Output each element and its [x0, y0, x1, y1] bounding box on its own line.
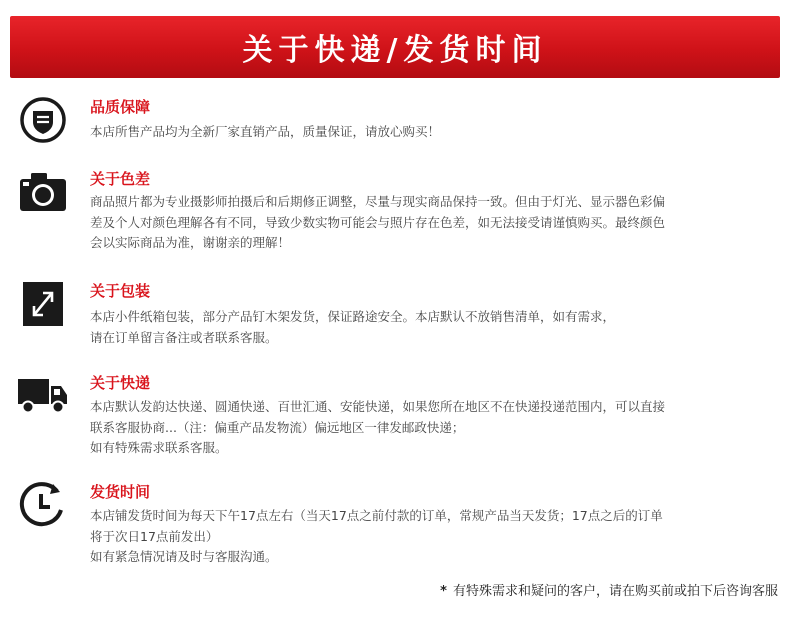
- shield-icon: [17, 96, 69, 144]
- section-body: [90, 122, 775, 143]
- section-body: [90, 397, 775, 459]
- truck-icon: [17, 372, 69, 420]
- body-line: 联系客服协商...（注：偏重产品发物流）偏远地区一律发邮政快递；: [90, 419, 465, 435]
- section-body: [90, 506, 775, 568]
- body-line: 如有特殊需求联系客服。: [90, 440, 228, 455]
- clock-icon: [17, 481, 69, 529]
- section-title: 关于包装: [90, 282, 151, 300]
- body-line: 本店所售产品均为全新厂家直销产品，质量保证，请放心购买！: [90, 124, 441, 139]
- header-banner: [10, 16, 780, 78]
- body-line: 请在订单留言备注或者联系客服。: [90, 329, 278, 345]
- section-title: 发货时间: [90, 483, 151, 501]
- body-line: 本店铺发货时间为每天下午17点左右（当天17点之前付款的订单，常规产品当天发货；17点之后的订单: [90, 508, 663, 523]
- section-title: 关于快递: [90, 374, 151, 392]
- body-line: 本店小件纸箱包装，部分产品钉木架发货，保证路途安全。本店默认不放销售清单，如有需求，: [90, 309, 616, 324]
- section-title: 品质保障: [90, 98, 151, 116]
- section-body: [90, 307, 775, 348]
- section-body: [90, 192, 775, 254]
- section-title: 关于色差: [90, 170, 151, 188]
- page-title: 关于快递/发货时间: [242, 33, 548, 68]
- package-icon: [17, 280, 69, 328]
- body-line: 如有紧急情况请及时与客服沟通。: [90, 549, 278, 564]
- footer-note-text: 有特殊需求和疑问的客户，请在购买前或拍下后咨询客服: [452, 584, 778, 599]
- body-line: 会以实际商品为准，谢谢亲的理解！: [90, 235, 291, 250]
- footer-note: [440, 580, 778, 599]
- asterisk: *: [440, 584, 447, 599]
- body-line: 差及个人对颜色理解各有不同，导致少数实物可能会与照片存在色差，如无法接受请谨慎购买。最终颜色: [90, 214, 666, 230]
- body-line: 商品照片都为专业摄影师拍摄后和后期修正调整，尽量与现实商品保持一致。但由于灯光、显示器色彩偏: [90, 194, 666, 209]
- camera-icon: [17, 168, 69, 216]
- body-line: 本店默认发韵达快递、圆通快递、百世汇通、安能快递，如果您所在地区不在快递投递范围内，可以直接: [90, 399, 666, 414]
- body-line: 将于次日17点前发出）: [90, 528, 219, 544]
